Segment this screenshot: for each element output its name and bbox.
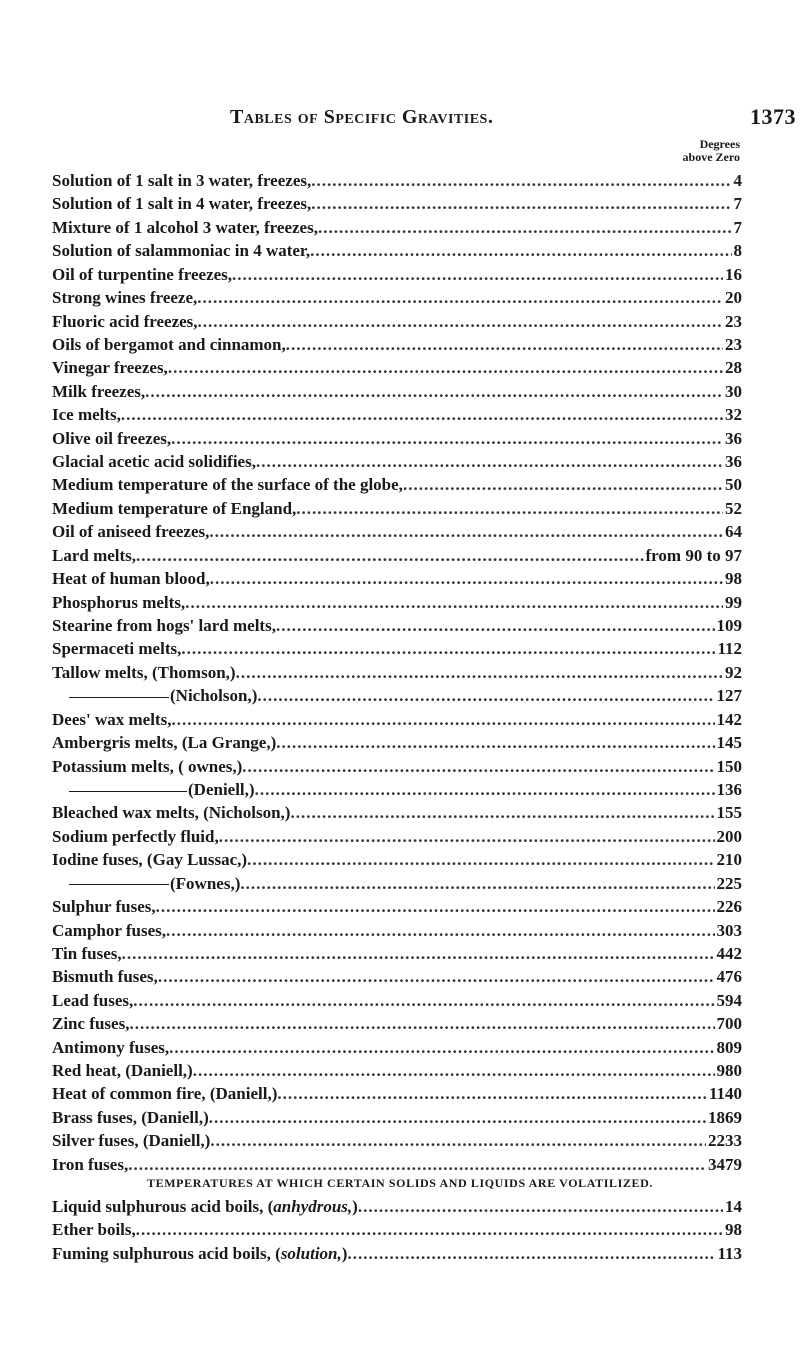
entry-value: 99 [725, 592, 742, 612]
entry-value: 14 [725, 1197, 742, 1216]
entry-label-text: Medium temperature of England, [52, 498, 297, 518]
dot-leader [209, 1108, 706, 1128]
dot-leader [358, 1197, 723, 1217]
dot-leader [122, 944, 715, 964]
entry-label [52, 1014, 129, 1034]
entry-value: 8 [733, 241, 742, 261]
dot-leader [255, 780, 715, 800]
page-number: 1373 [750, 104, 796, 129]
entry-label [52, 335, 286, 355]
dot-leader [240, 874, 714, 894]
entry-label-text: (Fownes,) [170, 873, 241, 893]
entry-label-text: Ambergris melts, (La Grange,) [52, 733, 277, 753]
entry-label: Fuming sulphurous acid boils, (solution,) [52, 1243, 348, 1263]
table-row [52, 1220, 742, 1243]
entry-label [52, 1084, 277, 1104]
ditto-rule [69, 697, 169, 698]
dot-leader [171, 429, 723, 449]
entry-label-text: Vinegar freezes, [52, 358, 168, 378]
entry-value: 109 [716, 616, 742, 636]
table-row [52, 733, 742, 756]
table-row [52, 1038, 742, 1061]
entry-label [52, 593, 185, 613]
entry-label [52, 1220, 136, 1240]
entry-value: 16 [725, 264, 742, 284]
entry-label [52, 616, 276, 636]
entry-value: 36 [725, 428, 742, 448]
entry-value: 4 [733, 171, 742, 190]
entry-value: 113 [717, 1243, 742, 1263]
entry-label-text: Milk freezes, [52, 381, 146, 401]
entry-label [52, 194, 311, 214]
table-row [52, 967, 742, 990]
column-heading-line1: Degrees [699, 137, 740, 151]
table-row [52, 1108, 742, 1131]
entry-value: 210 [716, 850, 742, 870]
entry-label-text: Stearine from hogs' lard melts, [52, 616, 276, 636]
entry-value: 64 [725, 522, 742, 542]
entry-label-text: Potassium melts, ( ownes,) [52, 756, 243, 776]
table-row [52, 850, 742, 873]
table-row [52, 475, 742, 498]
dot-leader [403, 475, 723, 495]
table-row [52, 1084, 742, 1107]
dot-leader [276, 733, 714, 753]
dot-leader [256, 452, 723, 472]
entry-label [52, 265, 232, 285]
entry-value: 200 [716, 826, 742, 846]
entry-label [52, 546, 136, 566]
dot-leader [236, 663, 723, 683]
entry-label [52, 288, 197, 308]
entry-label-text: Brass fuses, (Daniell,) [52, 1107, 209, 1127]
entry-label [52, 569, 210, 589]
table-row [52, 1155, 742, 1178]
table-row [52, 616, 742, 639]
dot-leader [121, 405, 723, 425]
entry-label [52, 241, 310, 261]
page-title: Tables of Specific Gravities. [230, 106, 494, 128]
dot-leader [136, 546, 643, 566]
table-row [52, 194, 742, 217]
table-row [52, 593, 742, 616]
entry-value: from 90 to 97 [645, 545, 742, 565]
entry-label-close: ) [341, 1243, 348, 1263]
entry-value: 145 [716, 733, 742, 753]
entry-label-text: Silver fuses, (Daniell,) [52, 1131, 211, 1151]
entry-label-text: Ether boils, [52, 1220, 136, 1240]
entry-value: 700 [716, 1014, 742, 1034]
entry-value: 1869 [708, 1107, 742, 1127]
entry-label-text: Tin fuses, [52, 943, 122, 963]
dot-leader [166, 921, 715, 941]
entry-label [52, 522, 209, 542]
table-row [52, 382, 742, 405]
entry-label [52, 475, 403, 495]
entry-label-text: Solution of salammoniac in 4 water, [52, 241, 311, 261]
entry-label-text: Sodium perfectly fluid, [52, 826, 219, 846]
entry-label-text: Oil of turpentine freezes, [52, 264, 233, 284]
table-row [52, 218, 742, 241]
entry-value: 3479 [708, 1154, 742, 1174]
table-row [52, 663, 742, 686]
entry-label-text: Medium temperature of the surface of the globe, [52, 475, 403, 495]
table-row [52, 827, 742, 850]
entry-label [52, 710, 171, 730]
entry-label [52, 405, 121, 425]
entry-label [52, 1061, 193, 1081]
dot-leader [193, 1061, 715, 1081]
dot-leader [171, 710, 714, 730]
table-row [52, 522, 742, 545]
entry-value: 98 [725, 1220, 742, 1240]
dot-leader [209, 522, 723, 542]
table-row [52, 710, 742, 733]
table-row [52, 288, 742, 311]
entry-value: 28 [725, 358, 742, 378]
table-row [52, 546, 742, 569]
entry-label [52, 944, 122, 964]
table-row [52, 569, 742, 592]
entry-value: 52 [725, 498, 742, 518]
entry-label-text: Lead fuses, [52, 990, 134, 1010]
table-row [52, 991, 742, 1014]
entry-label [52, 921, 166, 941]
entry-value: 1140 [708, 1084, 742, 1104]
entry-label-text: Sulphur fuses, [52, 897, 156, 917]
entry-value: 809 [716, 1037, 742, 1057]
entry-label [52, 850, 247, 870]
ditto-rule [69, 884, 169, 885]
dot-leader [219, 827, 715, 847]
entry-label-text: Glacial acetic acid solidifies, [52, 452, 256, 472]
entry-label [52, 452, 256, 472]
entry-label-text: Spermaceti melts, [52, 639, 182, 659]
entry-value: 50 [725, 475, 742, 495]
entry-label [52, 967, 158, 987]
entry-label-text: Fuming sulphurous acid boils, [52, 1243, 271, 1263]
entry-label [52, 686, 257, 706]
table-row [52, 1014, 742, 1037]
entry-label [52, 171, 311, 191]
entry-value: 7 [733, 217, 742, 237]
entry-label [52, 757, 242, 777]
entry-label-text: Oils of bergamot and cinnamon, [52, 334, 286, 354]
dot-leader [257, 686, 714, 706]
table-row [52, 944, 742, 967]
entry-label-text: Fluoric acid freezes, [52, 311, 198, 331]
dot-leader [128, 1155, 706, 1175]
entry-label-text: Bleached wax melts, (Nicholson,) [52, 803, 291, 823]
entry-label [52, 733, 276, 753]
entry-label-italic: solution, [280, 1243, 342, 1263]
entry-label [52, 1155, 128, 1175]
entry-label [52, 663, 236, 683]
entry-label [52, 1108, 209, 1128]
entry-value: 142 [716, 709, 742, 729]
entry-label-text: Solution of 1 salt in 4 water, freezes, [52, 194, 312, 214]
ditto-rule [69, 791, 187, 792]
dot-leader [129, 1014, 714, 1034]
entry-value: 136 [716, 779, 742, 799]
entry-value: 476 [716, 967, 742, 987]
table-row [52, 1131, 742, 1154]
entry-value: 303 [716, 920, 742, 940]
dot-leader [296, 499, 723, 519]
table-row [52, 686, 742, 709]
dot-leader [286, 335, 723, 355]
entry-label [52, 803, 290, 823]
entry-label [52, 382, 145, 402]
entry-value: 32 [725, 405, 742, 425]
table-row [52, 921, 742, 944]
entry-value: 36 [725, 452, 742, 472]
dot-leader [290, 803, 714, 823]
entry-label [52, 312, 198, 332]
temperature-table [52, 171, 742, 1178]
entry-value: 594 [716, 990, 742, 1010]
entry-label-text: Tallow melts, (Thomson,) [52, 662, 236, 682]
table-row [52, 1061, 742, 1084]
table-row [52, 803, 742, 826]
entry-label [52, 218, 318, 238]
entry-label [52, 639, 181, 659]
entry-value: 226 [716, 897, 742, 917]
column-heading [640, 138, 740, 164]
dot-leader [133, 991, 714, 1011]
entry-label-text: Camphor fuses, [52, 920, 166, 940]
entry-label-text: Liquid sulphurous acid boils, [52, 1197, 264, 1216]
table-row [52, 241, 742, 264]
column-heading-line2: above Zero [682, 150, 740, 164]
entry-label-text: Antimony fuses, [52, 1037, 170, 1057]
entry-label-text: Heat of common fire, (Daniell,) [52, 1084, 278, 1104]
table-row [52, 780, 742, 803]
dot-leader [185, 593, 723, 613]
entry-value: 112 [717, 639, 742, 659]
dot-leader [276, 616, 715, 636]
dot-leader [145, 382, 723, 402]
entry-value: 442 [716, 943, 742, 963]
volatilization-table [52, 1197, 742, 1267]
dot-leader [168, 358, 723, 378]
dot-leader [198, 312, 723, 332]
table-row [52, 358, 742, 381]
table-row [52, 897, 742, 920]
table-row [52, 405, 742, 428]
dot-leader [136, 1220, 723, 1240]
dot-leader [181, 639, 715, 659]
dot-leader [156, 897, 715, 917]
entry-label-text: Strong wines freeze, [52, 288, 198, 308]
entry-value: 20 [725, 288, 742, 308]
entry-label-text: Iron fuses, [52, 1154, 129, 1174]
entry-value: 98 [725, 569, 742, 589]
dot-leader [318, 218, 732, 238]
entry-value: 2233 [708, 1131, 742, 1151]
entry-value: 150 [716, 756, 742, 776]
entry-label-text: Lard melts, [52, 545, 137, 565]
entry-label-text: Phosphorus melts, [52, 592, 186, 612]
entry-label-text: Iodine fuses, (Gay Lussac,) [52, 850, 248, 870]
entry-label-close: ) [352, 1197, 358, 1216]
entry-value: 225 [716, 873, 742, 893]
table-row [52, 499, 742, 522]
entry-value: 7 [733, 194, 742, 214]
entry-label-text: (Deniell,) [188, 779, 255, 799]
entry-label [52, 780, 255, 800]
dot-leader [197, 288, 723, 308]
entry-label [52, 1131, 210, 1151]
dot-leader [311, 171, 731, 191]
table-row [52, 452, 742, 475]
entry-value: 980 [716, 1061, 742, 1081]
entry-value: 92 [725, 662, 742, 682]
entry-label [52, 897, 156, 917]
table-row [52, 171, 742, 194]
table-row [52, 265, 742, 288]
table-row [52, 1244, 742, 1267]
dot-leader [310, 241, 731, 261]
entry-value: 30 [725, 381, 742, 401]
running-head [230, 106, 796, 129]
entry-label-text: Olive oil freezes, [52, 428, 172, 448]
entry-value: 23 [725, 311, 742, 331]
entry-label-text: Oil of aniseed freezes, [52, 522, 210, 542]
table-row [52, 1197, 742, 1220]
entry-label-text: Red heat, (Daniell,) [52, 1061, 193, 1081]
entry-label-text: (Nicholson,) [170, 686, 258, 706]
entry-label-text: Heat of human blood, [52, 569, 210, 589]
entry-label-text: Ice melts, [52, 405, 121, 425]
entry-label-text: Dees' wax melts, [52, 709, 172, 729]
table-row [52, 757, 742, 780]
entry-label [52, 991, 133, 1011]
dot-leader [169, 1038, 714, 1058]
entry-label-italic: anhydrous, [273, 1197, 353, 1216]
entry-label [52, 358, 168, 378]
table-row [52, 312, 742, 335]
entry-label [52, 429, 171, 449]
dot-leader [242, 757, 714, 777]
entry-label [52, 874, 240, 894]
dot-leader [311, 194, 731, 214]
entry-value: 23 [725, 334, 742, 354]
dot-leader [158, 967, 715, 987]
table-row [52, 335, 742, 358]
entry-label [52, 1038, 169, 1058]
entry-label-text: Mixture of 1 alcohol 3 water, freezes, [52, 217, 318, 237]
dot-leader [210, 569, 723, 589]
entry-label-text: Zinc fuses, [52, 1014, 130, 1034]
entry-label [52, 499, 296, 519]
dot-leader [347, 1244, 715, 1264]
section-heading: TEMPERATURES AT WHICH CERTAIN SOLIDS AND LIQUIDS ARE VOLATILIZED. [147, 1176, 653, 1190]
entry-label [52, 827, 219, 847]
entry-value: 155 [716, 803, 742, 823]
entry-value: 127 [716, 686, 742, 706]
dot-leader [210, 1131, 706, 1151]
dot-leader [277, 1084, 707, 1104]
dot-leader [232, 265, 723, 285]
entry-label-text: Bismuth fuses, [52, 967, 158, 987]
table-row [52, 874, 742, 897]
table-row [52, 639, 742, 662]
entry-label: Liquid sulphurous acid boils, (anhydrous,) [52, 1197, 358, 1216]
table-row [52, 429, 742, 452]
entry-label-text: Solution of 1 salt in 3 water, freezes, [52, 171, 312, 190]
dot-leader [247, 850, 714, 870]
